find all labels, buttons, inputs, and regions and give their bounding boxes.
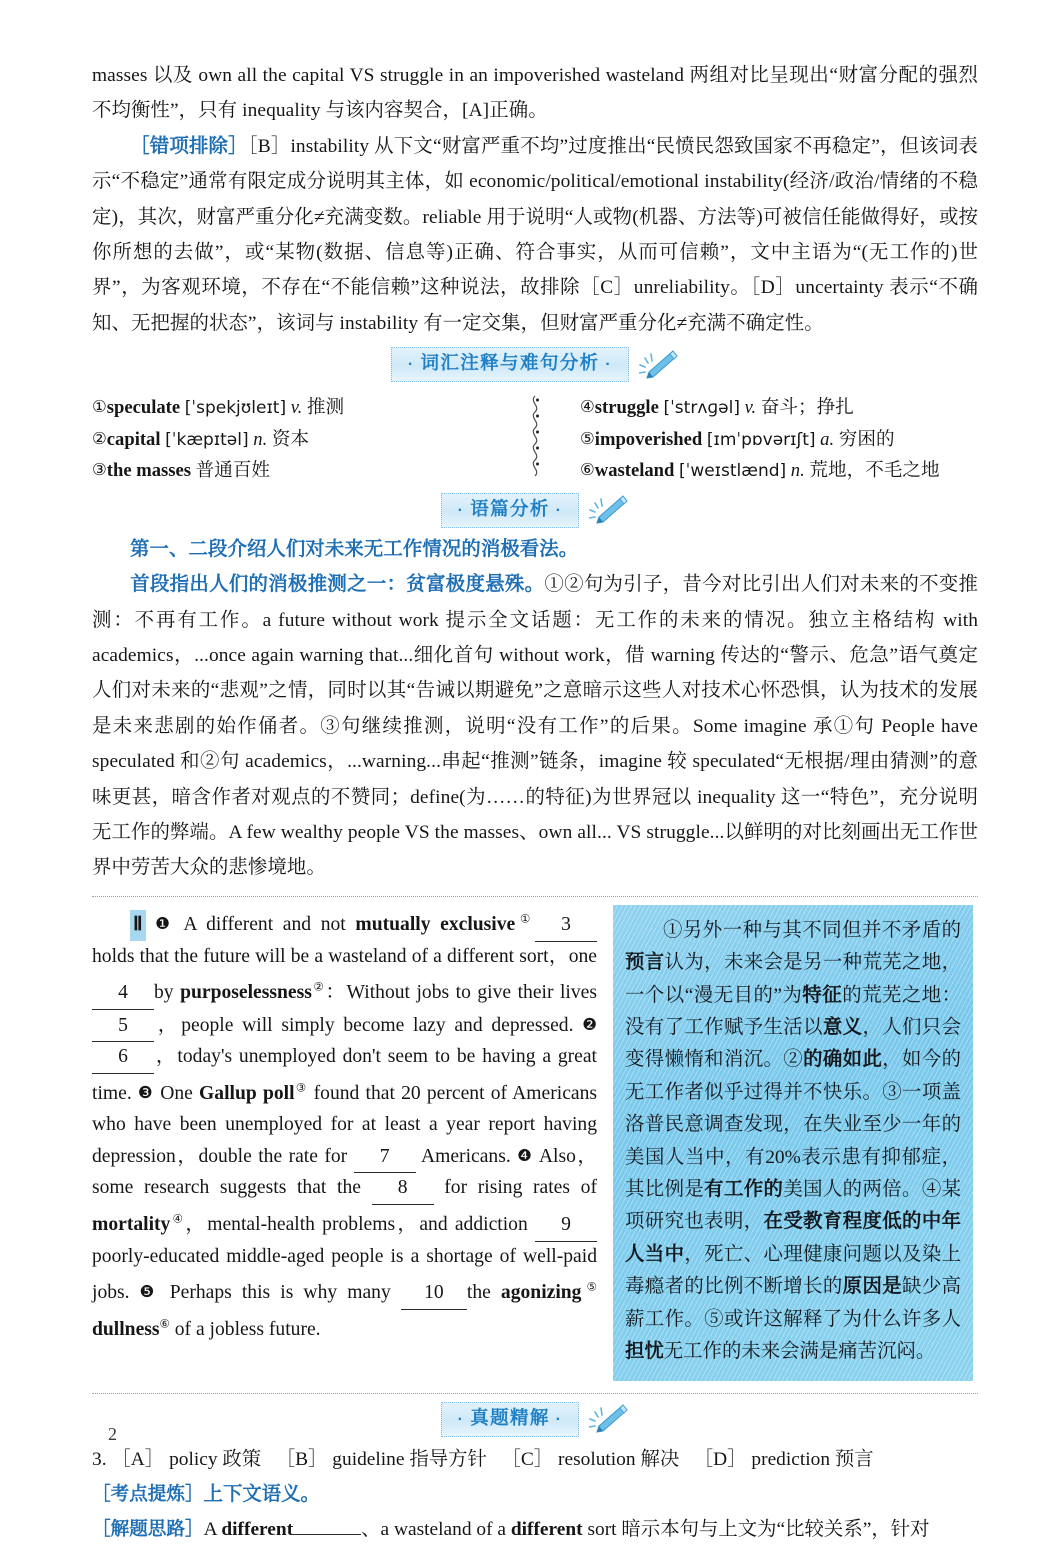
option-c-word: resolution (558, 1448, 636, 1470)
cloze-blank-3[interactable]: 3 (535, 910, 597, 942)
passage-text: A different and not (174, 914, 356, 936)
vocab-meaning: 奋斗；挣扎 (760, 397, 854, 419)
wrong-options-tag: ［错项排除］ (130, 134, 248, 157)
analysis-paragraph-2 (92, 129, 978, 341)
translation-text: 美国人的两倍。④某项研究也表明， (625, 1179, 962, 1233)
idea-mid: 、a wasteland of a (361, 1518, 511, 1540)
vocab-index: ③ (92, 460, 107, 480)
translation-keyword: 在受教育程度低的中年人当中 (625, 1211, 962, 1265)
vocab-banner-row (92, 347, 978, 382)
options-row (92, 1443, 978, 1477)
passage-text: ，people will simply become lazy and depressed. (154, 1014, 583, 1036)
translation-text: ①另外一种与其不同但并不矛盾的 (663, 919, 961, 941)
translation-text: 缺少高薪工作。⑤或许这解释了为什么许多人 (625, 1276, 962, 1330)
vocab-word: wasteland (594, 460, 675, 482)
option-b-label: ［B］ (275, 1448, 328, 1470)
passage-text: ：Without jobs to give their lives (325, 982, 597, 1004)
passage-text: the (466, 1282, 501, 1303)
banner-dot-right: · (549, 501, 563, 519)
sentence-marker: ❷ (582, 1014, 597, 1034)
option-a-label: ［A］ (111, 1448, 165, 1470)
vocab-ipa: [ˈstrʌɡəl] (663, 398, 740, 419)
translation-text: ，人们只会变得懒惰和消沉。② (625, 1017, 962, 1071)
option-a (111, 1449, 261, 1470)
passage-text: ，mental-health problems，and addiction (185, 1214, 535, 1236)
vocab-section-banner (391, 347, 629, 382)
section-marker-roman: Ⅱ (130, 910, 146, 941)
translation-text: 为 (781, 984, 803, 1006)
pencil-icon (589, 494, 629, 526)
idea-post: sort 暗示本句与上文为“比较关系”，针对 (582, 1518, 930, 1540)
pencil-icon (639, 349, 679, 381)
translation-text: ，死亡、心理健康问题以及染上毒瘾者的比例不断增长的 (625, 1243, 962, 1298)
sentence-marker: ❺ (139, 1282, 160, 1301)
passage-text: of a jobless future. (169, 1319, 321, 1341)
sentence-marker: ❶ (155, 914, 175, 934)
chinese-translation-box (613, 905, 973, 1381)
vocab-pos: n. (253, 428, 268, 450)
answer-blank (293, 1517, 361, 1535)
vocab-meaning: 推测 (306, 397, 345, 419)
idea-row (92, 1512, 978, 1547)
page-content (92, 58, 978, 1547)
vocab-item (92, 392, 522, 424)
passage-text: for rising rates of (433, 1177, 597, 1199)
cloze-blank-7[interactable]: 7 (354, 1142, 416, 1174)
option-c (501, 1449, 679, 1470)
passage-footnote-ref: ① (515, 913, 536, 926)
exam-banner-row (92, 1402, 978, 1437)
translation-keyword: 意义 (822, 1017, 863, 1039)
point-row (92, 1477, 978, 1512)
passage-keyword: mutually exclusive (355, 914, 516, 936)
vocabulary-column-right (522, 392, 978, 487)
vocab-index: ④ (580, 397, 595, 417)
option-d-cn: 预言 (834, 1448, 874, 1470)
vocabulary-column-left (92, 392, 522, 487)
translation-keyword: 特征 (802, 984, 843, 1006)
passage-text: One (154, 1083, 200, 1105)
translation-keyword: 预言 (625, 952, 665, 974)
english-runs-container (92, 914, 597, 1340)
discourse-heading-1-line (92, 532, 978, 567)
discourse-body-paragraph (92, 567, 978, 886)
cloze-blank-8[interactable]: 8 (372, 1173, 434, 1205)
vocab-ipa: [ˈkæpɪtəl] (165, 429, 249, 450)
option-a-word: policy (169, 1448, 218, 1470)
cloze-blank-9[interactable]: 9 (535, 1210, 597, 1242)
passage-footnote-ref: ⑤ (581, 1281, 597, 1294)
point-tag: ［考点提炼］ (92, 1482, 204, 1504)
vocab-pos: n. (790, 460, 805, 482)
option-d-label: ［D］ (693, 1448, 747, 1470)
passage-keyword: Gallup poll (199, 1083, 295, 1105)
vocab-item (92, 424, 522, 456)
passage-footnote-ref: ⑥ (159, 1318, 170, 1331)
option-b-cn: 指导方针 (409, 1448, 487, 1470)
translation-text: 的荒芜之地：没有了工作赋予生活以 (625, 984, 962, 1039)
idea-pre: A (203, 1518, 222, 1540)
passage-text: poorly-educated middle-aged people is a shortage of well-paid jobs. (92, 1245, 597, 1303)
option-b-word: guideline (332, 1448, 405, 1470)
vocab-item (580, 455, 978, 487)
vocab-index: ⑥ (580, 460, 595, 480)
vocab-pos: v. (290, 397, 303, 419)
page-number: 2 (108, 1424, 117, 1444)
vocab-pos: a. (820, 428, 835, 450)
chinese-translation-text (625, 915, 961, 1369)
passage-text: by (154, 982, 181, 1004)
vocab-word: the masses (106, 460, 191, 482)
vocab-word: struggle (594, 397, 659, 419)
idea-bold-2: different (510, 1518, 583, 1540)
discourse-section-banner (441, 493, 580, 528)
banner-dot-left: · (457, 1410, 471, 1428)
option-c-label: ［C］ (501, 1448, 554, 1470)
wrong-options-text: ［B］instability 从下文“财富严重不均”过度推出“民愤民怨致国家不再稳定”，但该词表示“不稳定”通常有限定成分说明其主体，如 economic/political/emotional instability(经济/政治/情绪的不稳定)，其次，财富严重分化≠充满变数。reliable 用于说明“人或物(机器、方法等)可被信任能做得好，或按你所想的去做”，或“某物(数据、信息等)正确、符合事实，从而可信赖”，文中主语为“(无工作的)世界”，为客观环境，不存在“不能信赖”这种说法，故排除［C］unreliability。［D］uncertainty 表示“不确知、无把握的状态”，该词与 instability 有一定交集，但财富严重分化≠充满不确定性。 (92, 135, 978, 334)
vocabulary-list (92, 392, 978, 487)
vocab-meaning: 资本 (271, 428, 310, 450)
section-divider (92, 896, 978, 897)
banner-dot-right: · (599, 356, 613, 374)
passage-text: found that 20 percent of Americans who have been unemployed for at least a year report having depression，double the rate for (92, 1083, 598, 1167)
translation-keyword: 担忧 (625, 1341, 664, 1363)
passage-keyword: mortality (92, 1214, 171, 1236)
discourse-heading-1: 第一、二段介绍人们对未来无工作情况的消极看法。 (130, 537, 579, 560)
vocab-pos: v. (744, 397, 757, 419)
section-divider (92, 1393, 978, 1394)
option-b (276, 1449, 487, 1470)
analysis-paragraph-1: masses 以及 own all the capital VS struggle in an impoverished wasteland 两组对比呈现出“财富分配的强烈不均衡性”，只有 inequality 与该内容契合，[A]正确。 (92, 65, 978, 122)
translation-text: 无工作的未来会满是痛苦沉闷。 (663, 1341, 936, 1363)
vocab-word: capital (106, 428, 161, 450)
vocab-index: ② (92, 428, 107, 448)
point-text: 上下文语义。 (203, 1482, 320, 1505)
discourse-banner-label: 语篇分析 (470, 497, 550, 519)
passage-text: ，today's unemployed don't seem to be having a great time. (92, 1046, 597, 1105)
banner-dot-left: · (407, 356, 421, 374)
passage-text: holds that the future will be a wasteland of a different sort，one (92, 945, 597, 967)
vocab-ipa: [ˈspekjʊleɪt] (184, 398, 287, 419)
pencil-icon (589, 1403, 629, 1435)
passage-keyword: agonizing (500, 1282, 582, 1303)
banner-dot-left: · (457, 501, 471, 519)
english-passage (92, 905, 597, 1381)
idea-tag: ［解题思路］ (92, 1517, 204, 1539)
vocab-item (580, 424, 978, 456)
passage-text: Perhaps this is why many (159, 1282, 401, 1303)
english-passage-text (92, 905, 597, 1346)
passage-footnote-ref: ④ (170, 1213, 186, 1226)
translation-text: ，如今的无工作者似乎过得并不快乐。③一项盖洛普民意调查发现，在失业至少一年的美国人当中，有20%表示患有抑郁症，其比例是 (625, 1049, 962, 1201)
vocab-word: impoverished (594, 428, 703, 450)
question-number: 3. (92, 1448, 107, 1470)
cloze-blank-5[interactable]: 5 (92, 1011, 154, 1043)
vocab-ipa: [ɪmˈpɒvərɪʃt] (706, 429, 816, 450)
passage-keyword: purposelessness (180, 982, 312, 1004)
discourse-body-text: ①②句为引子，昔今对比引出人们对未来的不变推测：不再有工作。a future without work 提示全文话题：无工作的未来的情况。独立主格结构 with academics，...once again warning that...细化首句 without work，借 warning 传达的“警示、危急”语气奠定人们对未来的“悲观”之情，同时以其“告诫以期避免”之意暗示这些人对技术心怀恐惧，认为技术的发展是未来悲剧的始作俑者。③句继续推测，说明“没有工作”的后果。Some imagine 承①句 People have speculated 和②句 academics，...warning...串起“推测”链条，imagine 较 speculated“无根据/理由猜测”的意味更甚，暗含作者对观点的不赞同；define(为……的特征)为世界冠以 inequality 这一“特色”，充分说明无工作的弊端。A few wealthy people VS the masses、own all... VS struggle...以鲜明的对比刻画出无工作世界中劳苦大众的悲惨境地。 (92, 574, 978, 879)
vocab-ipa: [ˈweɪstlænd] (679, 461, 787, 482)
option-d-word: prediction (751, 1448, 831, 1470)
idea-bold-1: different (221, 1518, 294, 1540)
vocab-meaning: 普通百姓 (195, 460, 271, 482)
wavy-divider (526, 394, 544, 480)
translation-text: “漫无目的” (684, 984, 782, 1006)
passage-text: Americans. (415, 1145, 518, 1167)
vocab-index: ① (92, 397, 107, 417)
exam-banner-label: 真题精解 (470, 1406, 550, 1428)
vocab-index: ⑤ (580, 428, 595, 448)
translation-keyword: 原因是 (842, 1276, 903, 1298)
option-d (694, 1449, 874, 1470)
exam-analysis (92, 1443, 978, 1547)
option-c-cn: 解决 (640, 1448, 680, 1470)
passage-footnote-ref: ② (311, 981, 326, 994)
cloze-blank-4[interactable]: 4 (92, 978, 154, 1010)
translation-text: 认为，未来会是另一种荒芜之地，一个以 (625, 952, 962, 1006)
vocab-banner-label: 词汇注释与难句分析 (420, 352, 600, 374)
vocab-item (580, 392, 978, 424)
banner-dot-right: · (549, 1410, 563, 1428)
passage-text: Also，some research suggests that the (92, 1145, 597, 1199)
vocab-word: speculate (106, 397, 181, 419)
discourse-banner-row (92, 493, 978, 528)
discourse-heading-2: 首段指出人们的消极推测之一：贫富极度悬殊。 (130, 573, 545, 596)
cloze-blank-6[interactable]: 6 (92, 1042, 154, 1074)
vocab-meaning: 穷困的 (838, 428, 895, 450)
passage-keyword: dullness (92, 1319, 160, 1341)
sentence-marker: ❸ (137, 1083, 155, 1103)
exam-section-banner (441, 1402, 580, 1437)
vocab-item (92, 455, 522, 487)
translation-keyword: 的确如此 (803, 1049, 883, 1071)
cloze-blank-10[interactable]: 10 (401, 1278, 467, 1310)
vocab-meaning: 荒地，不毛之地 (809, 460, 940, 482)
passage-footnote-ref: ③ (294, 1082, 308, 1095)
translation-keyword: 有工作的 (704, 1179, 784, 1201)
option-a-cn: 政策 (222, 1448, 262, 1470)
passage-block (92, 905, 978, 1381)
sentence-marker: ❹ (517, 1145, 534, 1165)
